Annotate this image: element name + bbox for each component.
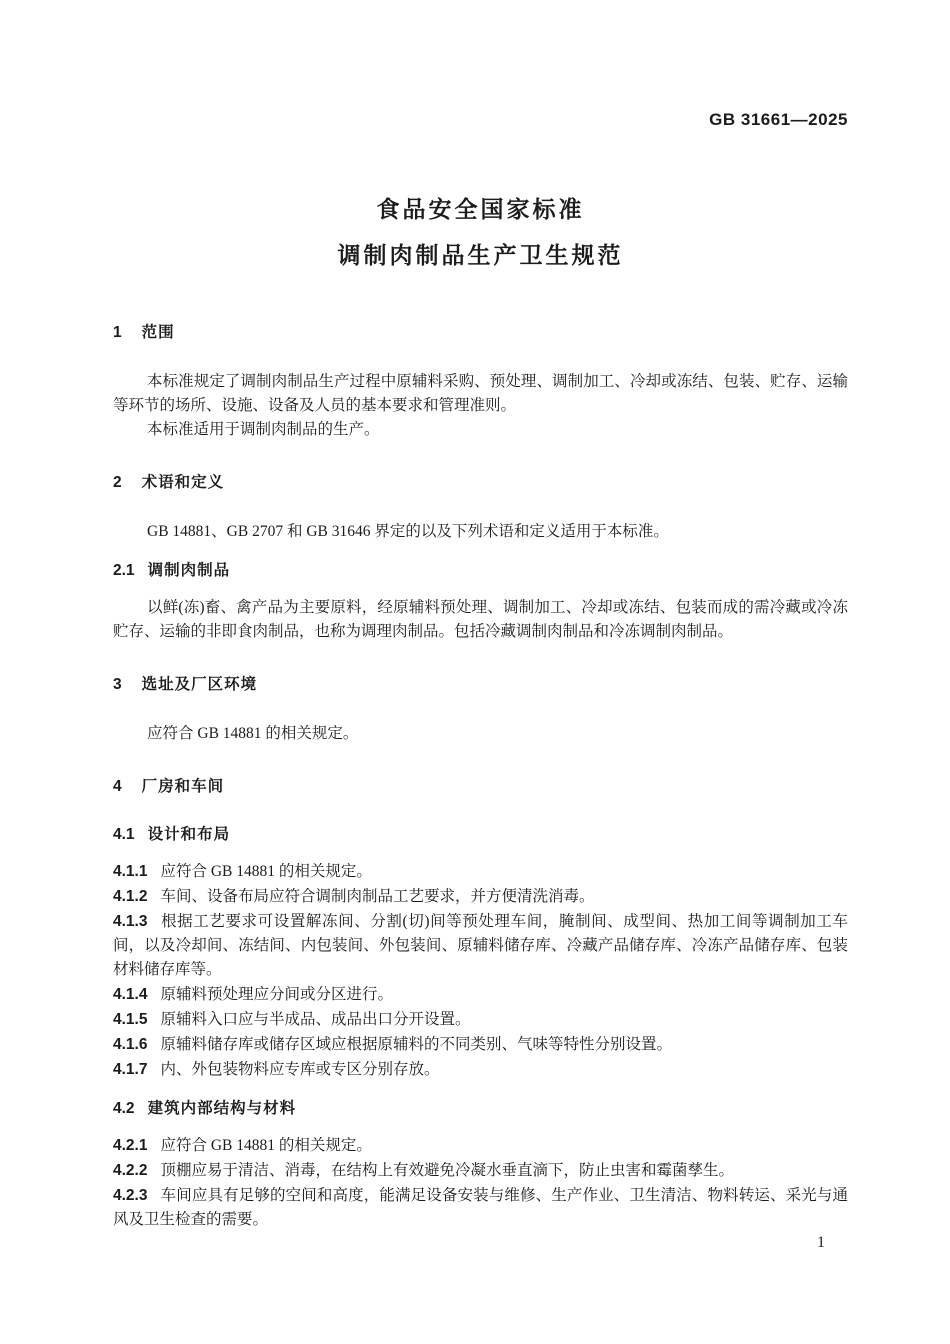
standard-number: GB 31661—2025 <box>709 110 848 129</box>
clause-number: 4.1.3 <box>113 913 148 930</box>
clause-4.1.2: 4.1.2 车间、设备布局应符合调制肉制品工艺要求，并方便清洗消毒。 <box>113 888 595 905</box>
clause-4.1.4: 4.1.4 原辅料预处理应分间或分区进行。 <box>113 986 393 1003</box>
clause-4.1.1: 4.1.1 应符合 GB 14881 的相关规定。 <box>113 863 372 880</box>
clause-4.2.2: 4.2.2 顶棚应易于清洁、消毒，在结构上有效避免冷凝水垂直滴下，防止虫害和霉菌孳生。 <box>113 1162 734 1179</box>
section-heading-4.2 <box>113 1098 848 1120</box>
section-heading-1 <box>113 322 848 344</box>
section-heading-2 <box>113 472 848 494</box>
clause-4.1.3: 4.1.3 根据工艺要求可设置解冻间、分割(切)间等预处理车间，腌制间、成型间、热加工间等调制加工车间，以及冷却间、冻结间、内包装间、外包装间、原辅料储存库、冷藏产品储存库、冷冻产品储存库、包装材料储存库等。 <box>113 913 848 978</box>
document-title-line2: 调制肉制品生产卫生规范 <box>337 242 624 268</box>
clause-4.1.6: 4.1.6 原辅料储存库或储存区域应根据原辅料的不同类别、气味等特性分别设置。 <box>113 1036 672 1053</box>
clause-number: 4.2.2 <box>113 1162 148 1179</box>
section-number: 2.1 <box>113 562 135 579</box>
section-title: 范围 <box>141 324 175 341</box>
clause-4.1.7: 4.1.7 内、外包装物料应专库或专区分别存放。 <box>113 1061 440 1078</box>
clause-number: 4.1.2 <box>113 888 148 905</box>
clause-4.2.3: 4.2.3 车间应具有足够的空间和高度，能满足设备安装与维修、生产作业、卫生清洁、物料转运、采光与通风及卫生检查的需要。 <box>113 1187 848 1228</box>
clause-number: 4.2.3 <box>113 1187 148 1204</box>
clause-number: 4.1.6 <box>113 1036 148 1053</box>
section-title: 厂房和车间 <box>141 778 225 795</box>
clause-number: 4.1.1 <box>113 863 148 880</box>
clause-number: 4.2.1 <box>113 1137 148 1154</box>
section-number: 3 <box>113 676 122 693</box>
clause-number: 4.1.4 <box>113 986 148 1003</box>
paragraph: GB 14881、GB 2707 和 GB 31646 界定的以及下列术语和定义适用于本标准。 <box>147 523 669 540</box>
section-heading-3 <box>113 674 848 696</box>
clause-number: 4.1.5 <box>113 1011 148 1028</box>
page-number: 1 <box>817 1234 825 1251</box>
section-title: 建筑内部结构与材料 <box>147 1100 297 1117</box>
section-number: 2 <box>113 474 122 491</box>
clause-4.1.5: 4.1.5 原辅料入口应与半成品、成品出口分开设置。 <box>113 1011 471 1028</box>
section-title: 术语和定义 <box>141 474 225 491</box>
section-heading-4.1 <box>113 824 848 846</box>
doc-body <box>113 322 848 1232</box>
section-number: 4.2 <box>113 1100 135 1117</box>
section-number: 1 <box>113 324 122 341</box>
section-title: 设计和布局 <box>147 826 231 843</box>
paragraph: 本标准规定了调制肉制品生产过程中原辅料采购、预处理、调制加工、冷却或冻结、包装、贮存、运输等环节的场所、设施、设备及人员的基本要求和管理准则。 <box>113 373 848 414</box>
section-title: 选址及厂区环境 <box>141 676 258 693</box>
paragraph: 以鲜(冻)畜、禽产品为主要原料，经原辅料预处理、调制加工、冷却或冻结、包装而成的需冷藏或冷冻贮存、运输的非即食肉制品，也称为调理肉制品。包括冷藏调制肉制品和冷冻调制肉制品。 <box>113 599 848 640</box>
section-title: 调制肉制品 <box>147 562 231 579</box>
clause-4.2.1: 4.2.1 应符合 GB 14881 的相关规定。 <box>113 1137 372 1154</box>
clause-number: 4.1.7 <box>113 1061 148 1078</box>
section-heading-4 <box>113 776 848 798</box>
section-heading-2.1 <box>113 560 848 582</box>
paragraph: 本标准适用于调制肉制品的生产。 <box>147 421 380 438</box>
document-content <box>113 0 848 1233</box>
document-title-line1: 食品安全国家标准 <box>376 196 585 222</box>
section-number: 4 <box>113 778 122 795</box>
section-number: 4.1 <box>113 826 135 843</box>
paragraph: 应符合 GB 14881 的相关规定。 <box>147 725 359 742</box>
